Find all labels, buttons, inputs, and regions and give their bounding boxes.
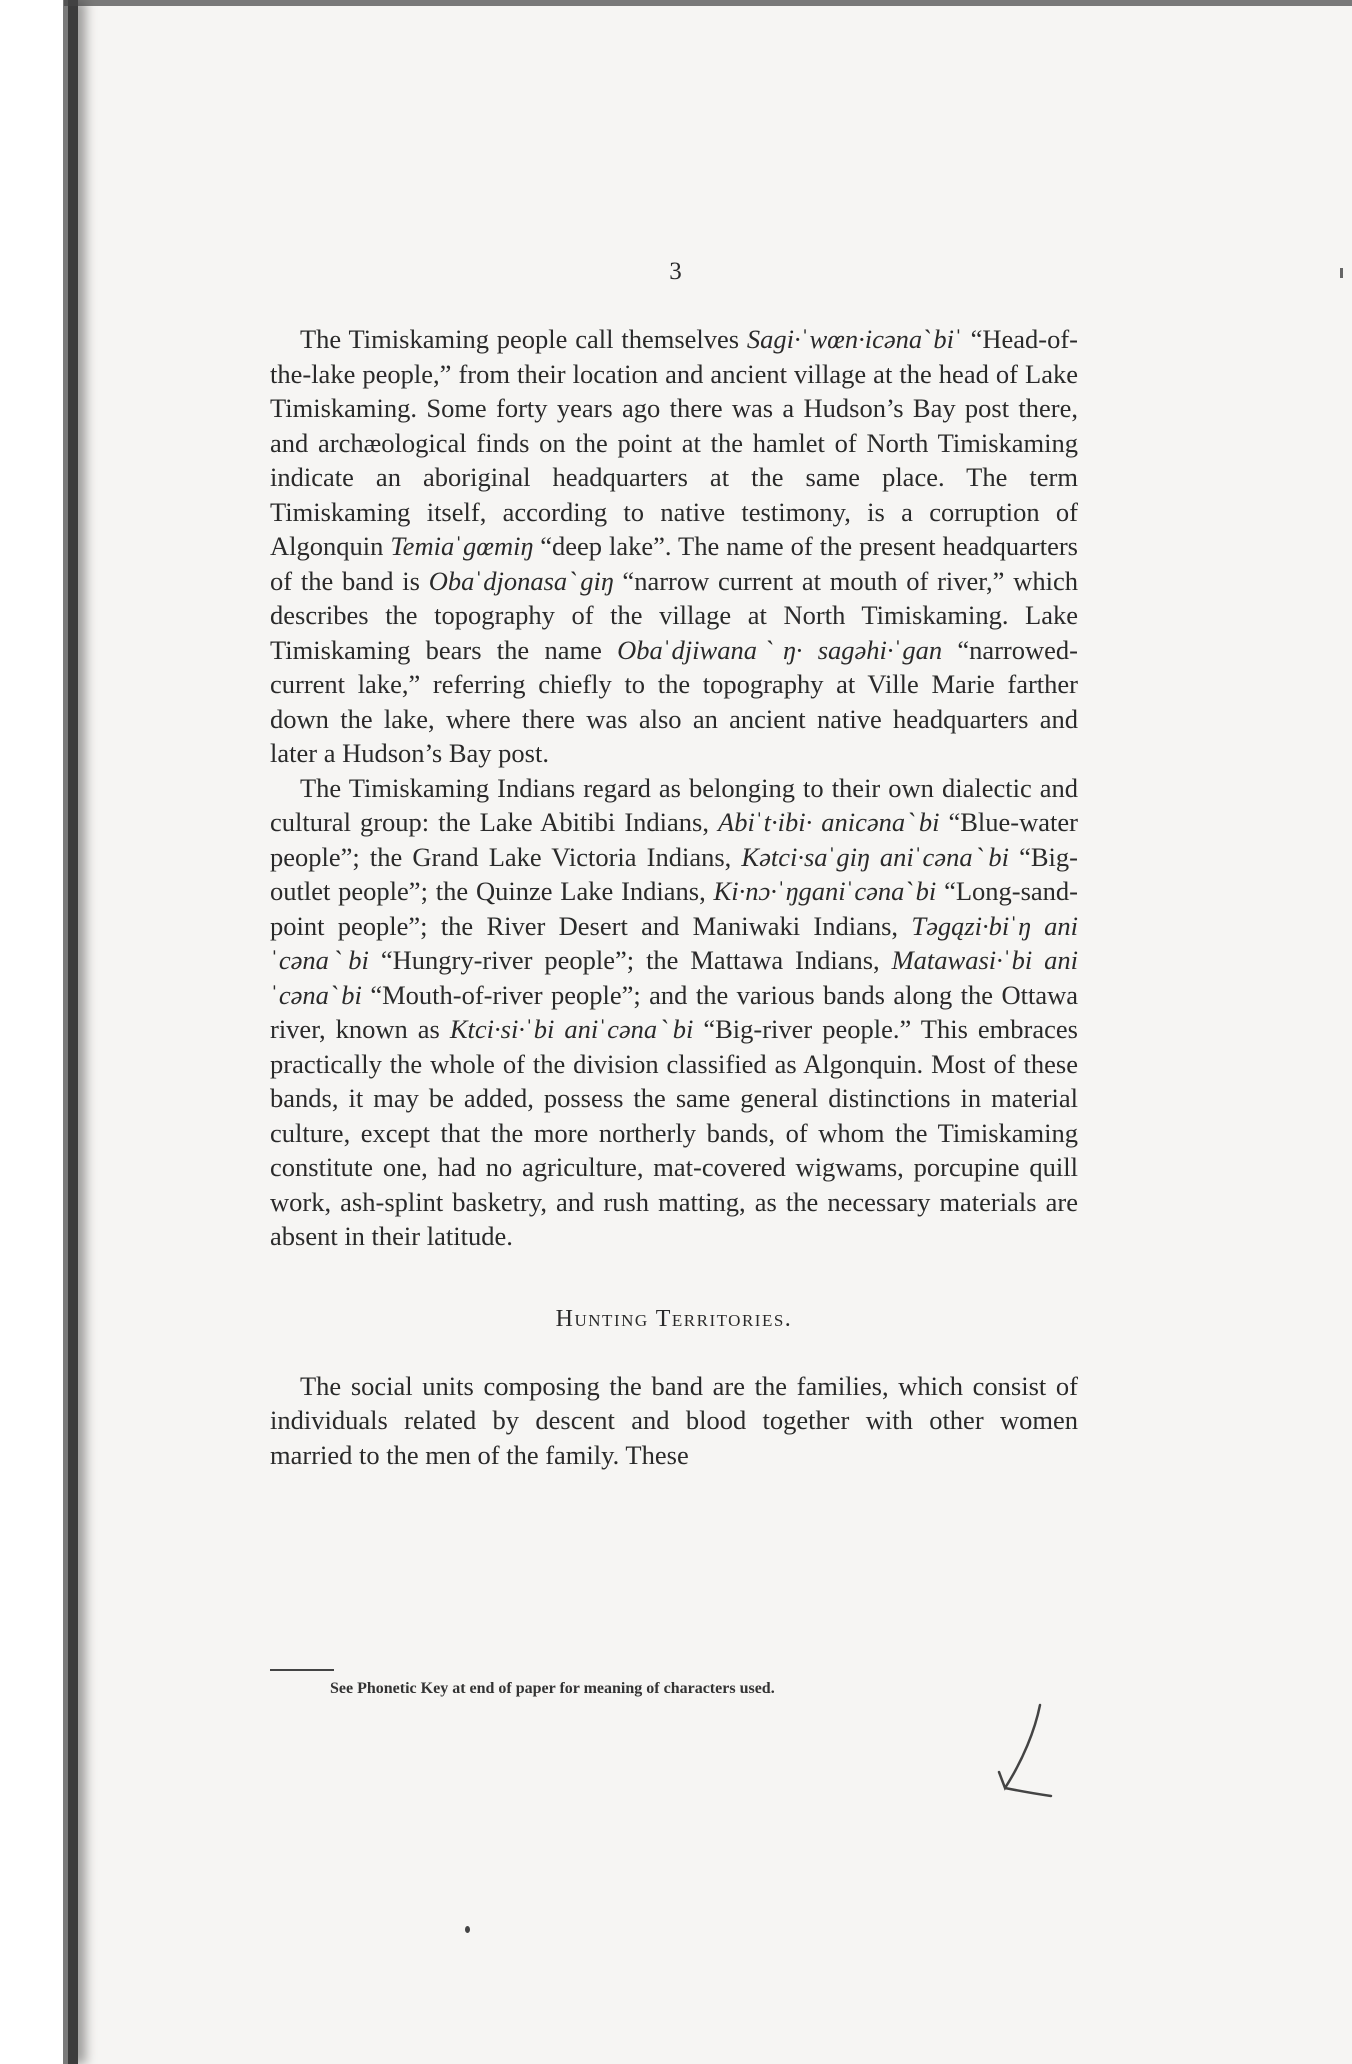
scan-speck (465, 1926, 470, 1933)
native-term: Ki·nɔ·ˈŋganiˈcənaˋbi (713, 876, 937, 906)
handwritten-check-mark (985, 1700, 1075, 1800)
paragraph-text: “Hungry-river people”; the Mattawa Indians, (368, 945, 892, 975)
scan-speck-right (1340, 268, 1343, 278)
paragraph-text: The social units composing the band are the families, which consist of individuals related by descent and blood together with other women married to the men of the family. These (270, 1370, 1078, 1470)
paragraph-text: “Big-outlet people”; the Quinze Lake Indians, (270, 841, 1078, 906)
body-text (270, 322, 1078, 1472)
paragraph-group-after-heading (270, 1369, 1078, 1473)
native-term: Temiaˈgœmiŋ (390, 531, 534, 561)
paragraph-text: “deep lake”. The name of the present headquarters of the band is (270, 531, 1078, 596)
native-term: Matawasi·ˈbi aniˈcənaˋbi (270, 945, 1078, 1010)
footnote: See Phonetic Key at end of paper for meaning of characters used. (330, 1680, 775, 1697)
native-term: Təgązi·biˈŋ aniˈcənaˋbi (270, 910, 1078, 975)
paragraph (270, 322, 1078, 771)
paragraph-text: “Mouth-of-river people”; and the various bands along the Ottawa river, known as (270, 979, 1078, 1044)
native-term: Kətci·saˈgiŋ aniˈcənaˋbi (741, 841, 1009, 872)
paragraph-text: The Timiskaming Indians regard as belonging to their own dialectic and cultural group: the Lake Abitibi Indians, (270, 772, 1078, 837)
footnote-rule (270, 1669, 334, 1671)
paragraph (270, 1369, 1078, 1473)
native-term: Abiˈt·ibi· anicənaˋbi (718, 807, 940, 837)
native-term: Ktci·si·ˈbi aniˈcənaˋbi (449, 1014, 694, 1044)
paragraph (270, 771, 1078, 1254)
page-number: 3 (669, 258, 683, 285)
native-term: Sagi·ˈwœn·icənaˋbiˈ (746, 324, 963, 354)
native-term: Obaˈdjiwanaˋŋ· sagəhi·ˈgan (617, 634, 943, 665)
paragraph-text: “Big-river people.” This embraces practically the whole of the division classified as Algonquin. Most of these bands, it may be added, possess the same general distinctions in material culture, except that the more northerly bands, of whom the Timiskaming constitute one, had no agriculture, mat-covered wigwams, porcupine quill work, ash-splint basketry, and rush matting, as the necessary materials are absent in their latitude. (270, 1014, 1078, 1251)
paragraph-text: “narrow current at mouth of river,” which describes the topography of the village at North Timiskaming. Lake Timiskaming bears the name (270, 565, 1078, 665)
paragraph-text: “narrowed-current lake,” referring chiefly to the topography at Ville Marie farther down the lake, where there was also an ancient native headquarters and later a Hudson’s Bay post. (270, 634, 1078, 768)
native-term: Obaˈdjonasaˋgiŋ (428, 565, 614, 596)
paragraph-text: “Blue-water people”; the Grand Lake Victoria Indians, (270, 807, 1078, 872)
paragraph-text: The Timiskaming people call themselves (300, 324, 747, 354)
section-heading: Hunting Territories. (555, 1305, 793, 1332)
paragraph-group (270, 322, 1078, 1254)
paragraph-text: “Head-of-the-lake people,” from their location and ancient village at the head of Lake Timiskaming. Some forty years ago there was a Hudson’s Bay post there, and archæological finds on the point at the hamlet of North Timiskaming indicate an aboriginal headquarters at the same place. The term Timiskaming itself, according to native testimony, is a corruption of Algonquin (270, 324, 1079, 561)
paragraph-text: “Long-sand-point people”; the River Desert and Maniwaki Indians, (270, 876, 1078, 941)
